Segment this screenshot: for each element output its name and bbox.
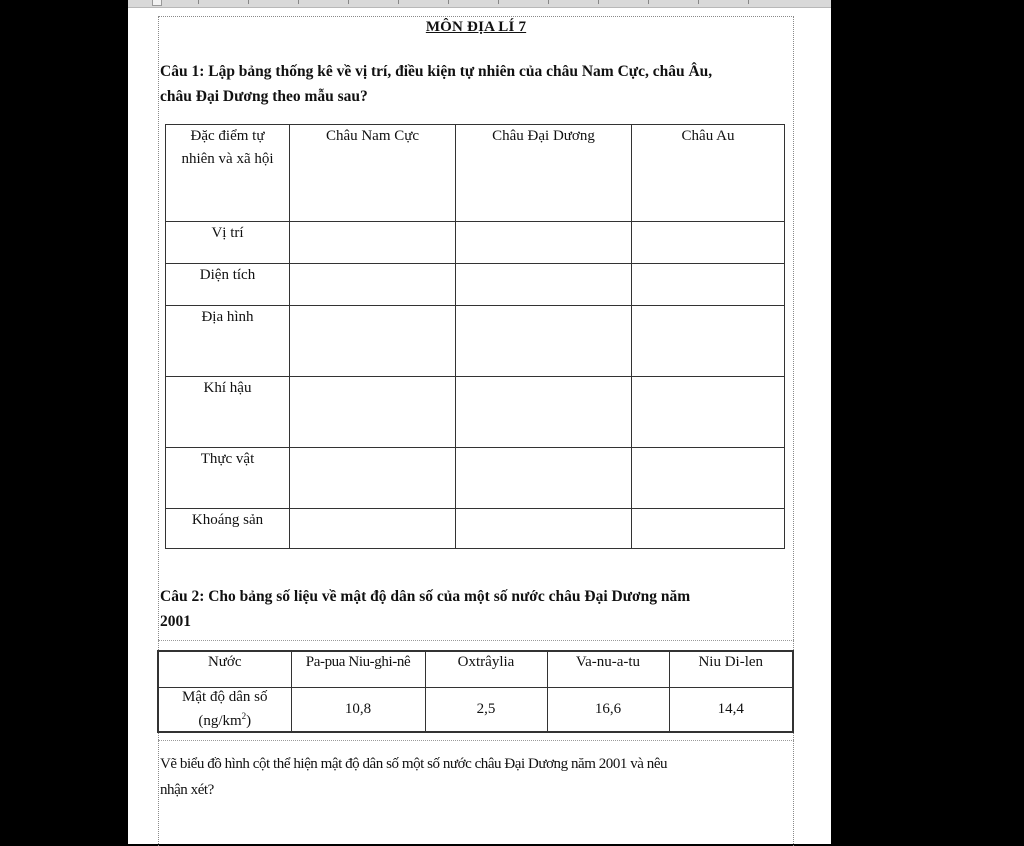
table-cell[interactable] [290,222,456,264]
paragraph-boundary [158,640,794,641]
instruction-line-1: Vẽ biểu đồ hình cột thể hiện mật độ dân số một số nước châu Đại Dương năm 2001 và nêu [160,756,668,772]
row-label-terrain[interactable]: Địa hình [166,306,290,377]
statistics-table [165,124,785,549]
header-cell-europe[interactable]: Châu Au [632,125,785,222]
row-label-minerals[interactable]: Khoáng sản [166,509,290,549]
population-density-table [157,650,794,733]
value-vanuatu[interactable]: 16,6 [547,687,669,732]
table-cell[interactable] [632,306,785,377]
header-cell-australia[interactable]: Oxtrâylia [425,651,547,687]
header-cell-antarctica[interactable]: Châu Nam Cực [290,125,456,222]
ruler-tick [648,0,649,4]
row-label-area[interactable]: Diện tích [166,264,290,306]
value-australia[interactable]: 2,5 [425,687,547,732]
table-cell[interactable] [456,306,632,377]
ruler-tick [198,0,199,4]
table-cell[interactable] [290,509,456,549]
ruler-tick [348,0,349,4]
horizontal-ruler [128,0,831,8]
header-cell-oceania[interactable]: Châu Đại Dương [456,125,632,222]
ruler-tick [548,0,549,4]
question-2-line-2: 2001 [160,613,191,630]
ruler-tick [698,0,699,4]
ruler-tick [598,0,599,4]
question-1 [160,59,790,109]
table-row [158,687,793,732]
table-cell[interactable] [290,377,456,448]
header-cell-new-zealand[interactable]: Niu Di-len [669,651,793,687]
unit-close: ) [246,712,252,729]
ruler-tick [248,0,249,4]
unit-superscript: 2 [241,710,247,721]
value-papua-new-guinea[interactable]: 10,8 [291,687,425,732]
table-row [166,448,785,509]
table-row [166,377,785,448]
header-features-line-1: Đặc điểm tự [190,128,265,144]
table-cell[interactable] [290,448,456,509]
ruler-tick [398,0,399,4]
value-new-zealand[interactable]: 14,4 [669,687,793,732]
paragraph-boundary [158,740,794,741]
row-label-climate[interactable]: Khí hậu [166,377,290,448]
question-2 [160,584,790,634]
table-row [166,222,785,264]
ruler-indent-handle[interactable] [152,0,162,6]
density-label-text: Mật độ dân số [182,688,268,705]
table-cell[interactable] [456,448,632,509]
ruler-tick [298,0,299,4]
table-cell[interactable] [290,306,456,377]
table-cell[interactable] [632,509,785,549]
ruler-tick [748,0,749,4]
instruction-line-2: nhận xét? [160,782,214,798]
row-label-vegetation[interactable]: Thực vật [166,448,290,509]
table-row [166,509,785,549]
document-title: MÔN ĐỊA LÍ 7 [425,19,527,35]
chart-instruction [160,751,794,803]
table-cell[interactable] [290,264,456,306]
header-cell-vanuatu[interactable]: Va-nu-a-tu [547,651,669,687]
table-cell[interactable] [632,222,785,264]
table-cell[interactable] [632,377,785,448]
ruler-tick [498,0,499,4]
header-cell-country[interactable]: Nước [158,651,291,687]
table-header-row [158,651,793,687]
table-cell[interactable] [456,222,632,264]
row-label-location[interactable]: Vị trí [166,222,290,264]
row-label-population-density[interactable] [158,687,291,732]
question-1-line-1: Câu 1: Lập bảng thống kê về vị trí, điều kiện tự nhiên của châu Nam Cực, châu Âu, [160,63,713,80]
unit-text: (ng/km [198,712,242,729]
table-cell[interactable] [456,264,632,306]
header-cell-features[interactable] [166,125,290,222]
question-1-line-2: châu Đại Dương theo mẫu sau? [160,88,368,105]
ruler-tick [448,0,449,4]
density-unit [161,707,289,731]
question-2-line-1: Câu 2: Cho bảng số liệu về mật độ dân số của một số nước châu Đại Dương năm [160,588,691,605]
table-cell[interactable] [632,448,785,509]
table-cell[interactable] [456,377,632,448]
header-cell-papua-new-guinea[interactable]: Pa-pua Niu-ghi-nê [291,651,425,687]
table-cell[interactable] [632,264,785,306]
table-header-row [166,125,785,222]
table-row [166,264,785,306]
table-cell[interactable] [456,509,632,549]
table-row [166,306,785,377]
header-features-line-2: nhiên và xã hội [181,151,274,167]
